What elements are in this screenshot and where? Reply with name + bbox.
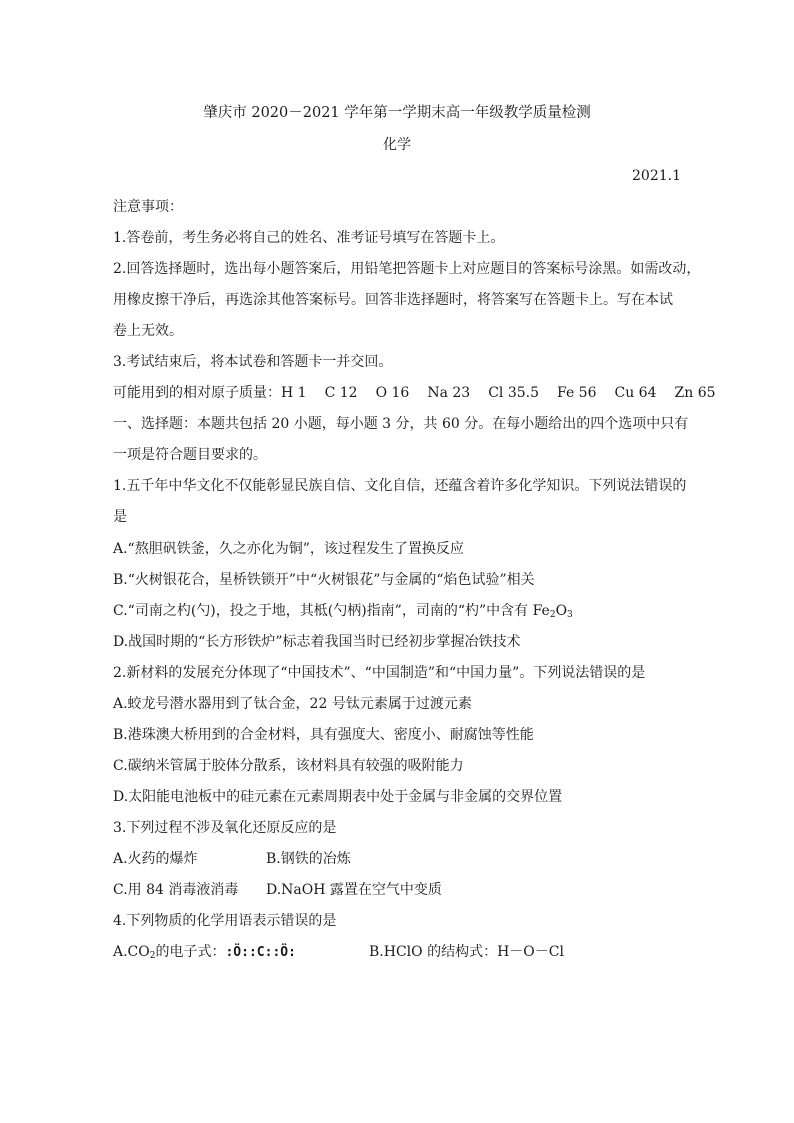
- mass-cl: Cl 35.5: [488, 385, 539, 401]
- note-2-line-2: 用橡皮擦干净后，再选涂其他答案标号。回答非选择题时，将答案写在答题卡上。写在本试: [113, 292, 673, 308]
- q4-option-a-sub: 2: [149, 951, 156, 961]
- mass-cu: Cu 64: [614, 385, 657, 401]
- q3-options-row-1: [113, 850, 351, 868]
- q2-option-a: A.蛟龙号潜水器用到了钛合金，22 号钛元素属于过渡元素: [113, 696, 472, 712]
- q3-option-c: C.用 84 消毒液消毒: [113, 882, 239, 898]
- q3-option-b: B.钢铁的冶炼: [266, 851, 351, 867]
- q1-option-c-sub-3: 3: [567, 610, 573, 620]
- notes-heading: 注意事项：: [113, 199, 183, 215]
- q3-option-d: D.NaOH 露置在空气中变质: [266, 882, 442, 898]
- q2-stem: 2.新材料的发展充分体现了“中国技术”、“中国制造”和“中国力量”。下列说法错误的是: [113, 665, 646, 681]
- q1-stem-line-1: 1.五千年中华文化不仅能彰显民族自信、文化自信，还蕴含着许多化学知识。下列说法错误的: [113, 478, 687, 494]
- mass-zn: Zn 65: [674, 385, 716, 401]
- atomic-masses-label: 可能用到的相对原子质量：: [113, 385, 281, 401]
- exam-title: 肇庆市 2020－2021 学年第一学期末高一年级教学质量检测: [203, 105, 591, 121]
- q4-option-b: B.HClO 的结构式：H－O－Cl: [369, 944, 564, 960]
- q1-option-c-sub-2: 2: [549, 610, 556, 620]
- q1-stem-line-2: 是: [113, 509, 127, 525]
- mass-h: H 1: [281, 385, 307, 401]
- q1-option-a: A.“熬胆矾铁釜，久之亦化为铜”，该过程发生了置换反应: [113, 541, 464, 557]
- q3-option-a: A.火药的爆炸: [113, 851, 198, 867]
- note-1: 1.答卷前，考生务必将自己的姓名、准考证号填写在答题卡上。: [113, 230, 505, 246]
- q3-stem: 3.下列过程不涉及氧化还原反应的是: [113, 820, 337, 836]
- q1-option-b: B.“火树银花合，星桥铁锁开”中“火树银花”与金属的“焰色试验”相关: [113, 572, 535, 588]
- section-1-instructions-line-1: 一、选择题：本题共包括 20 小题，每小题 3 分，共 60 分。在每小题给出的四个选项中只有: [113, 416, 689, 432]
- q4-option-a: [113, 943, 369, 962]
- co2-electron-formula: :Ö::C::Ö:: [225, 945, 296, 960]
- q1-option-d: D.战国时期的“长方形铁炉”标志着我国当时已经初步掌握冶铁技术: [113, 634, 521, 650]
- q4-option-a-text: A.CO: [113, 944, 150, 960]
- q2-option-c: C.碳纳米管属于胶体分散系，该材料具有较强的吸附能力: [113, 758, 464, 774]
- exam-date: 2021.1: [632, 168, 681, 184]
- mass-c: C 12: [324, 385, 358, 401]
- q3-options-row-2: [113, 881, 442, 899]
- q4-option-a-label: 的电子式：: [155, 944, 226, 960]
- atomic-masses: [113, 384, 734, 402]
- q4-options-row: [113, 943, 564, 962]
- mass-na: Na 23: [427, 385, 471, 401]
- note-3: 3.考试结束后，将本试卷和答题卡一并交回。: [113, 354, 393, 370]
- mass-fe: Fe 56: [557, 385, 597, 401]
- subject-title: 化学: [383, 137, 411, 153]
- mass-o: O 16: [375, 385, 410, 401]
- q1-option-c: [113, 602, 573, 620]
- q1-option-c-text: C.“司南之杓(勺)，投之于地，其柢(勺柄)指南”，司南的“杓”中含有 Fe: [113, 603, 550, 619]
- section-1-instructions-line-2: 一项是符合题目要求的。: [113, 447, 267, 463]
- q2-option-d: D.太阳能电池板中的硅元素在元素周期表中处于金属与非金属的交界位置: [113, 789, 563, 805]
- note-2-line-3: 卷上无效。: [113, 323, 183, 339]
- q2-option-b: B.港珠澳大桥用到的合金材料，具有强度大、密度小、耐腐蚀等性能: [113, 727, 534, 743]
- note-2-line-1: 2.回答选择题时，选出每小题答案后，用铅笔把答题卡上对应题目的答案标号涂黑。如需改动，: [113, 261, 701, 277]
- q1-option-c-o: O: [555, 603, 568, 619]
- q4-stem: 4.下列物质的化学用语表示错误的是: [113, 913, 337, 929]
